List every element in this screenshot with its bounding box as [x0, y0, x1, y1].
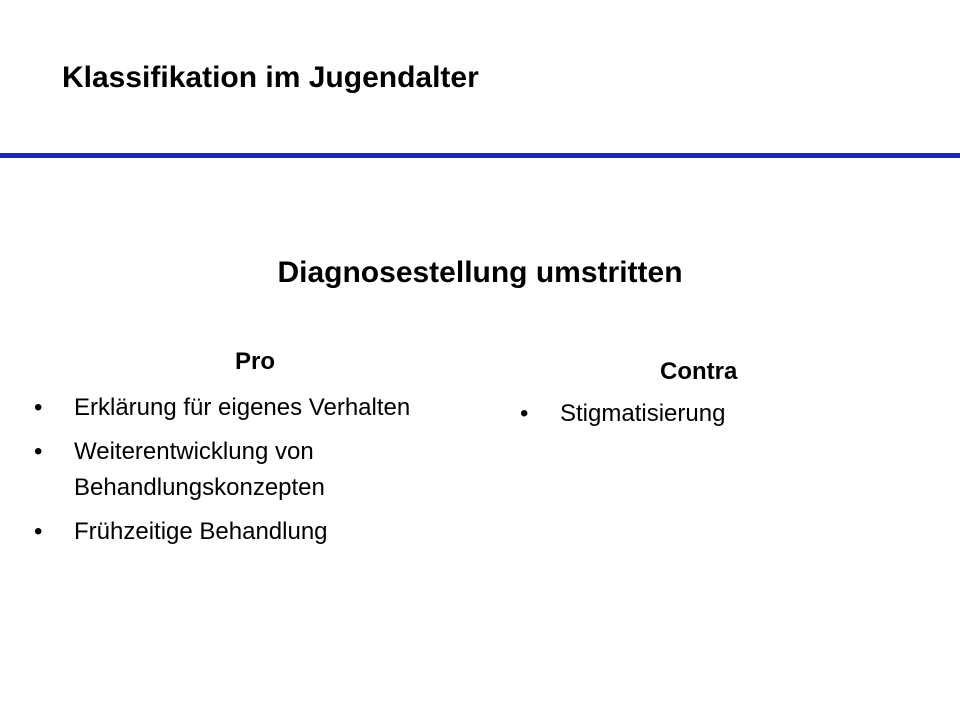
pro-item-3 [34, 514, 414, 550]
bullet-icon: • [34, 394, 43, 421]
slide-subtitle: Diagnosestellung umstritten [277, 256, 683, 289]
pro-item-2 [34, 434, 414, 506]
bullet-icon: • [34, 518, 43, 545]
bullet-icon: • [520, 400, 529, 427]
slide-title: Klassifikation im Jugendalter [62, 61, 479, 94]
pro-item-1-text: Erklärung für eigenes Verhalten [74, 394, 411, 421]
pro-heading: Pro [235, 348, 276, 375]
pro-item-3-text: Frühzeitige Behandlung [74, 518, 328, 545]
pro-list [34, 390, 414, 558]
bullet-icon: • [34, 438, 43, 465]
pro-item-2-text: Weiterentwicklung von Behandlungskonzepten [74, 438, 325, 501]
pro-item-1 [34, 390, 414, 426]
contra-item-1-text: Stigmatisierung [560, 400, 726, 427]
contra-item-1 [520, 396, 820, 432]
contra-heading: Contra [660, 358, 738, 385]
title-divider [0, 153, 960, 158]
contra-list [520, 396, 820, 440]
